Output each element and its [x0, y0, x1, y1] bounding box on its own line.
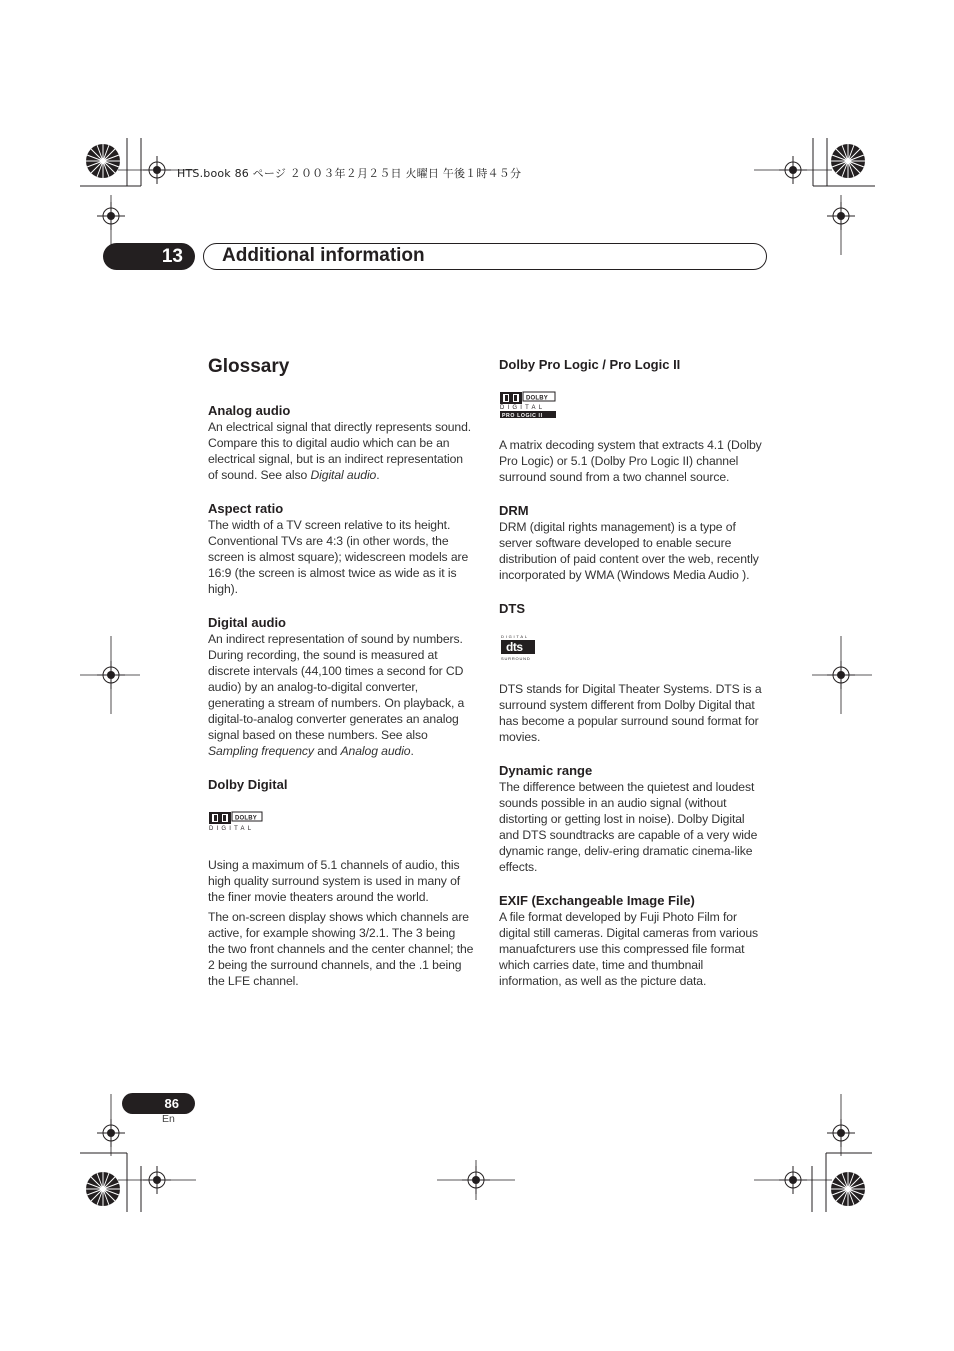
logo-container — [499, 633, 765, 663]
starburst-mark-icon — [831, 1172, 865, 1206]
logo-container — [499, 389, 765, 419]
page-language: En — [162, 1113, 175, 1125]
chapter-number-badge: 13 — [103, 243, 195, 270]
logo-top-text: DIGITAL — [501, 634, 529, 639]
glossary-definition — [499, 681, 765, 745]
logo-container — [208, 809, 474, 839]
chapter-title: Additional information — [222, 245, 425, 266]
starburst-mark-icon — [831, 144, 865, 178]
cross-reference: Digital audio — [310, 468, 377, 482]
printer-slug-line: HTS.book 86 ページ ２００３年２月２５日 火曜日 午後１時４５分 — [177, 167, 522, 180]
definition-text: The difference between the quietest and loudest sounds possible in an audio signal (without distorting or getting lost in noise). Dolby Digital and DTS soundtracks are capable of a very wide dynamic range, deliv-ering dramatic cinema-like effects. — [499, 780, 758, 874]
glossary-term: Dynamic range — [499, 763, 593, 778]
definition-text: A matrix decoding system that extracts 4.1 (Dolby Pro Logic) or 5.1 (Dolby Pro Logic II) channel surround sound from a two channel source. — [499, 438, 762, 484]
glossary-term: DRM — [499, 503, 529, 518]
dts-logo-icon — [499, 633, 539, 661]
glossary-definition — [499, 909, 765, 989]
starburst-mark-icon — [86, 144, 120, 178]
cross-reference: Analog audio — [340, 744, 411, 758]
logo-bottom-text: SURROUND — [501, 656, 531, 661]
definition-text: . — [410, 744, 414, 758]
definition-text: Using a maximum of 5.1 channels of audio, this high quality surround system is used in many of the finer movie theaters around the world. — [208, 858, 461, 904]
logo-brand-text: DOLBY — [526, 395, 548, 402]
chapter-header — [203, 243, 767, 270]
logo-line-text: DIGITAL — [209, 826, 255, 831]
definition-text: The on-screen display shows which channels are active, for example showing 3/2.1. The 3 being the two front channels and the center channel; the 2 being the surround channels, and the .1 being the LFE channel. — [208, 910, 474, 988]
definition-text: A file format developed by Fuji Photo Film for digital still cameras. Digital cameras from various manuafcturers use this compressed file format which carries date, time and thumbnail information, as well as the picture data. — [499, 910, 759, 988]
glossary-definition — [208, 631, 474, 759]
glossary-entry — [499, 356, 765, 485]
glossary-definition — [208, 517, 474, 597]
glossary-entry — [499, 600, 765, 745]
glossary-entry — [499, 892, 765, 989]
glossary-term: Aspect ratio — [208, 501, 284, 516]
glossary-entry — [208, 614, 474, 759]
glossary-definition — [208, 857, 474, 905]
glossary-term: Digital audio — [208, 615, 286, 630]
logo-brand-text: DOLBY — [235, 815, 257, 822]
logo-sub-text: PRO LOGIC II — [502, 413, 543, 419]
glossary-entry — [499, 762, 765, 875]
page-number: 86 — [122, 1093, 195, 1114]
glossary-term: Dolby Digital — [208, 777, 288, 792]
glossary-entry — [208, 776, 474, 989]
glossary-term: Dolby Pro Logic / Pro Logic II — [499, 357, 681, 372]
definition-text: DRM (digital rights management) is a type of server software developed to enable secure distribution of paid content over the web, recently incorporated by WMA (Windows Media Audio ). — [499, 520, 759, 582]
dolby-pro-logic-ii-logo-icon — [499, 389, 557, 419]
definition-text: and — [313, 744, 341, 758]
glossary-entry — [208, 402, 474, 483]
starburst-mark-icon — [86, 1172, 120, 1206]
definition-text: An indirect representation of sound by numbers. During recording, the sound is measured at discrete intervals (44,100 times a second for CD audio) by an analog-to-digital converter, generating a stream of numbers. On playback, a digital-to-analog converter generates an analog signal based on these numbers. See also — [208, 632, 465, 742]
section-title: Glossary — [208, 356, 290, 377]
glossary-term: Analog audio — [208, 403, 291, 418]
glossary-term: EXIF (Exchangeable Image File) — [499, 893, 695, 908]
logo-brand-text: dts — [506, 640, 523, 654]
glossary-term: DTS — [499, 601, 525, 616]
glossary-definition — [208, 909, 474, 989]
definition-text: DTS stands for Digital Theater Systems. DTS is a surround system different from Dolby Digital that has become a popular surround sound format for movies. — [499, 682, 762, 744]
glossary-entry — [499, 502, 765, 583]
definition-text: . — [376, 468, 380, 482]
glossary-definition — [499, 779, 765, 875]
glossary-definition — [499, 519, 765, 583]
definition-text: The width of a TV screen relative to its height. Conventional TVs are 4:3 (in other words, the screen is almost square); widescreen models are 16:9 (the screen is almost twice as wide as it is high). — [208, 518, 469, 596]
glossary-left-column — [208, 354, 474, 1006]
dolby-digital-logo-icon — [208, 809, 264, 831]
glossary-definition — [499, 437, 765, 485]
logo-line-text: DIGITAL — [500, 405, 546, 411]
definition-text: An electrical signal that directly represents sound. Compare this to digital audio which can be an electrical signal, but is an indirect representation of sound. See also — [208, 420, 472, 482]
glossary-right-column — [499, 356, 765, 1006]
cross-reference: Sampling frequency — [208, 744, 314, 758]
glossary-definition — [208, 419, 474, 483]
glossary-entry — [208, 500, 474, 597]
